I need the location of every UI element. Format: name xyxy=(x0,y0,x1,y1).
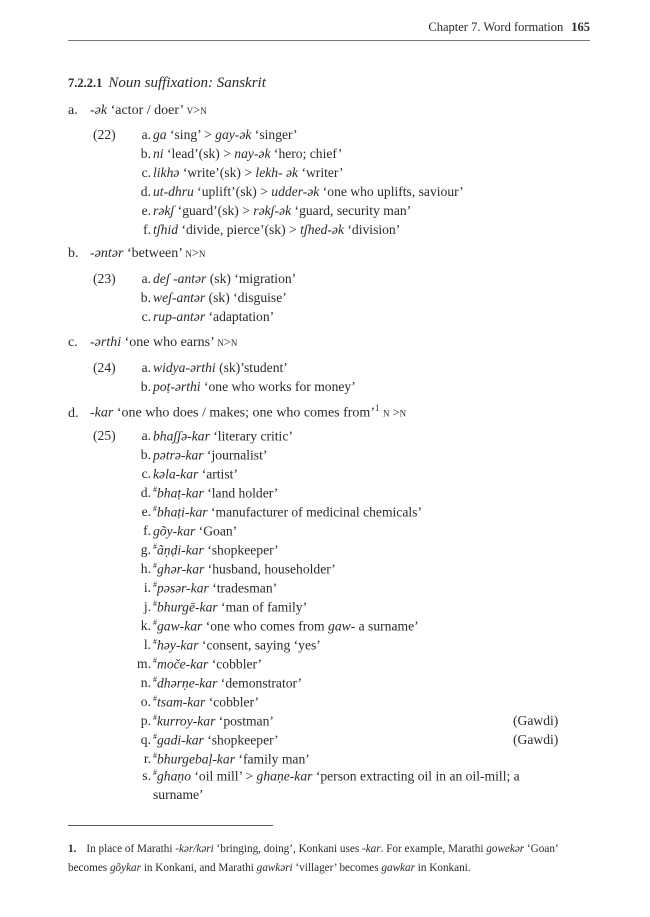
running-header xyxy=(68,18,590,41)
footnote-rule xyxy=(68,825,273,826)
example-number: (24) xyxy=(93,360,116,375)
footnote: 1. In place of Marathi -kər/kəri ‘bringing, doing’, Konkani uses -kar. For example, Marathi gowekər ‘Goan’ becomes gõykar in Konkani, and Marathi gawkəri ‘villager’ becomes gawkar in Konkani. xyxy=(68,843,558,874)
example-number: (23) xyxy=(93,271,116,286)
example-item-continuation: surname’ xyxy=(153,787,204,802)
chapter-title: Chapter 7. Word formation xyxy=(428,20,564,34)
section-number: 7.2.2.1 xyxy=(68,76,103,90)
book-page: Chapter 7. Word formation 165 7.2.2.1 Noun suffixation: Sanskrit a. -ək ‘actor / doer’ v>n (22) a. ga ‘sing’ > gay-ək ‘singer’ b. ni ‘lead’(sk) > nay-ək ‘hero; chief’ c. likhə ‘write’(sk) > lekh- ək ‘writer’ d. ut-dhru ‘uplift’(sk) > udder-ək ‘one who uplifts, saviour’ e. rəkʃ ‘guard’(sk) > rəkʃ-ək ‘guard, security man’ f. tʃhid ‘divide, pierce’(sk) > tʃhed-ək ‘division’ b. -əntər ‘between’ n>n (23) a. deʃ -antər (sk) ‘migration’ b. weʃ-antər (sk) ‘disguise’ c. rup-antər ‘adaptation’ c. -ərthi ‘one who earns’ n>n (24) a. widya-ərthi (sk)’student’ b. poṭ-ərthi ‘one who works for money’ d. -kar ‘one who does / makes; one who comes from’$^1$ n >n (25) a. bhaʃʃə-kar ‘literary critic’ b. pətrə-kar ‘journalist’ c. kəla-kar ‘artist’ d. #bhaṭ-kar ‘land holder’ e. #bhaṭi-kar ‘manufacturer of medicinal chemicals’ f. gõy-kar ‘Goan’ g. #ãṇḍi-kar ‘shopkeeper’ h. #ghər-kar ‘husband, householder’ i. #pəsər-kar ‘tradesman’ j. #bhurgē-kar ‘man of family’ k. #gaw-kar ‘one who comes from gaw- a surname’ l. #həy-kar ‘consent, saying ‘yes’ m. #moče-kar ‘cobbler’ n. #dhərṇe-kar ‘demonstrator’ o. #tsam-kar ‘cobbler’ p. #kurroy-kar ‘postman’ (Gawdi) q. #gadi-kar ‘shopkeeper’ (Gawdi) r. #bhurgebaḷ-kar ‘family man’ s. #ghaṇo ‘oil mill’ > ghaṇe-kar ‘person extracting oil in an oil-mill; a surname’ 1. In place of Marathi -kər/kəri ‘bringing, doing’, Konkani uses -kar. For example, Marathi gowekər ‘Goan’ becomes gõykar in Konkani, and Marathi gawkəri ‘villager’ becomes gawkar in Konkani. xyxy=(0,0,650,917)
suffix-group-heading: c. -ərthi ‘one who earns’ n>n xyxy=(68,335,238,350)
dialect-label: (Gawdi) xyxy=(513,713,559,728)
section-title: Noun suffixation: Sanskrit xyxy=(108,75,266,91)
example-number: (22) xyxy=(93,127,116,142)
suffix-group-heading: d. -kar ‘one who does / makes; one who comes from’$^1$ n >n xyxy=(68,403,407,421)
footnote-ref[interactable]: 1 xyxy=(375,403,380,413)
dialect-label: (Gawdi) xyxy=(513,732,559,747)
section-heading xyxy=(68,75,266,92)
suffix-group-heading: b. -əntər ‘between’ n>n xyxy=(68,246,206,261)
example-number: (25) xyxy=(93,428,116,443)
page-number: 165 xyxy=(571,20,590,34)
suffix-group-heading: a. -ək ‘actor / doer’ v>n xyxy=(68,103,207,118)
